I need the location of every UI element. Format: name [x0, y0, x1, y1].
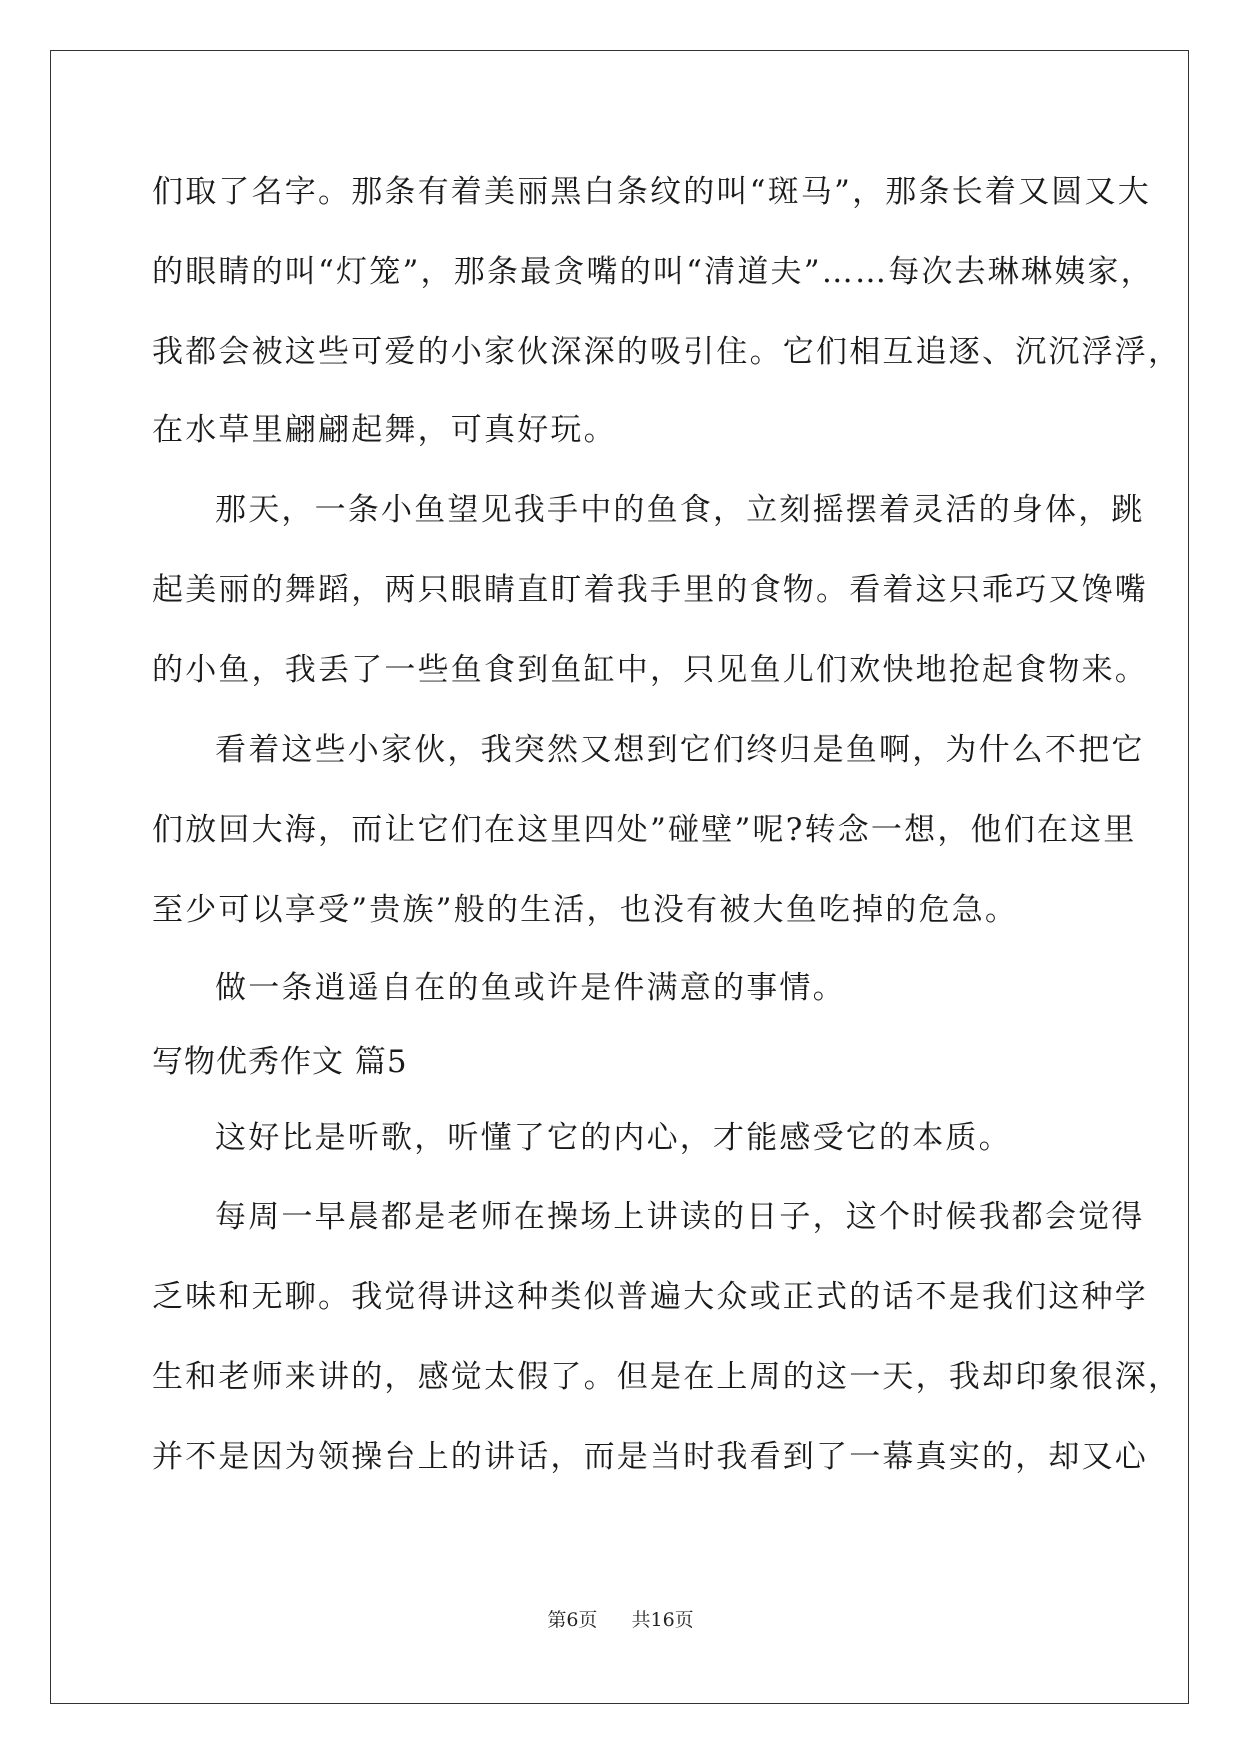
- paragraph-line: 每周一早晨都是老师在操场上讲读的日子，这个时候我都会觉得: [215, 1199, 1145, 1235]
- paragraph-line: 至少可以享受”贵族”般的生活，也没有被大鱼吃掉的危急。: [152, 892, 1019, 928]
- paragraph-line: 在水草里翩翩起舞，可真好玩。: [152, 412, 617, 448]
- total-pages: 共16页: [631, 1609, 694, 1631]
- paragraph-line: 做一条逍遥自在的鱼或许是件满意的事情。: [215, 970, 846, 1006]
- paragraph-line: 生和老师来讲的，感觉太假了。但是在上周的这一天，我却印象很深，: [152, 1359, 1182, 1395]
- paragraph-line: 们放回大海，而让它们在这里四处”碰壁”呢?转念一想，他们在这里: [152, 812, 1137, 848]
- section-heading: 写物优秀作文 篇5: [152, 1044, 408, 1080]
- page-number: 第6页: [547, 1609, 598, 1631]
- paragraph-line: 乏味和无聊。我觉得讲这种类似普遍大众或正式的话不是我们这种学: [152, 1279, 1148, 1315]
- paragraph-line: 这好比是听歌，听懂了它的内心，才能感受它的本质。: [215, 1120, 1012, 1156]
- paragraph-line: 的眼睛的叫“灯笼”，那条最贪嘴的叫“清道夫”……每次去琳琳姨家，: [152, 254, 1154, 290]
- paragraph-line: 的小鱼，我丢了一些鱼食到鱼缸中，只见鱼儿们欢快地抢起食物来。: [152, 652, 1148, 688]
- paragraph-line: 我都会被这些可爱的小家伙深深的吸引住。它们相互追逐、沉沉浮浮，: [152, 334, 1182, 370]
- page-footer: [0, 1608, 1241, 1632]
- paragraph-line: 看着这些小家伙，我突然又想到它们终归是鱼啊，为什么不把它: [215, 732, 1145, 768]
- paragraph-line: 起美丽的舞蹈，两只眼睛直盯着我手里的食物。看着这只乖巧又馋嘴: [152, 572, 1148, 608]
- paragraph-line: 那天，一条小鱼望见我手中的鱼食，立刻摇摆着灵活的身体，跳: [215, 492, 1145, 528]
- paragraph-line: 们取了名字。那条有着美丽黑白条纹的叫“斑马”，那条长着又圆又大: [152, 174, 1151, 210]
- paragraph-line: 并不是因为领操台上的讲话，而是当时我看到了一幕真实的，却又心: [152, 1439, 1148, 1475]
